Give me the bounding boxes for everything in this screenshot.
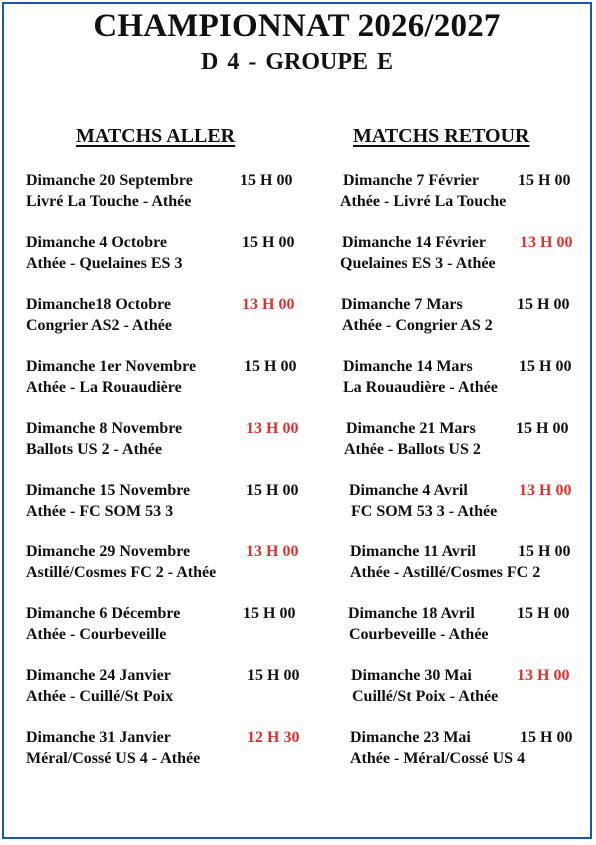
- match-time: 15 H 00: [518, 543, 571, 560]
- match-teams: Astillé/Cosmes FC 2 - Athée: [26, 564, 217, 581]
- schedule-sheet: [2, 2, 592, 839]
- match-date: Dimanche 23 Mai: [350, 729, 471, 746]
- page-title: CHAMPIONNAT 2026/2027: [93, 8, 501, 44]
- match-date: Dimanche 14 Février: [342, 234, 486, 251]
- match-date: Dimanche 30 Mai: [351, 667, 472, 684]
- match-date: Dimanche 7 Février: [343, 172, 479, 189]
- match-time: 13 H 00: [246, 420, 299, 437]
- match-teams: Athée - Quelaines ES 3: [26, 255, 183, 272]
- match-teams: Ballots US 2 - Athée: [26, 441, 162, 458]
- match-teams: Athée - FC SOM 53 3: [26, 503, 174, 520]
- match-date: Dimanche18 Octobre: [26, 296, 172, 313]
- match-time: 15 H 00: [519, 358, 572, 375]
- match-teams: Courbeveille - Athée: [349, 626, 489, 643]
- match-teams: Athée - Livré La Touche: [340, 193, 507, 210]
- matchs-aller-heading: MATCHS ALLER: [76, 125, 236, 147]
- match-date: Dimanche 1er Novembre: [26, 358, 197, 375]
- match-time: 15 H 00: [517, 296, 570, 313]
- match-time: 15 H 00: [247, 667, 300, 684]
- match-teams: Congrier AS2 - Athée: [26, 317, 172, 334]
- match-date: Dimanche 29 Novembre: [26, 543, 191, 560]
- match-teams: Athée - La Rouaudière: [26, 379, 182, 396]
- match-time: 12 H 30: [247, 729, 300, 746]
- match-teams: FC SOM 53 3 - Athée: [351, 503, 498, 520]
- match-time: 15 H 00: [517, 605, 570, 622]
- match-date: Dimanche 20 Septembre: [26, 172, 193, 189]
- match-teams: Quelaines ES 3 - Athée: [340, 255, 496, 272]
- match-date: Dimanche 8 Novembre: [26, 420, 183, 437]
- match-date: Dimanche 15 Novembre: [26, 482, 191, 499]
- match-teams: Athée - Cuillé/St Poix: [26, 688, 174, 705]
- match-teams: Athée - Méral/Cossé US 4: [350, 750, 526, 767]
- match-date: Dimanche 21 Mars: [346, 420, 476, 437]
- division-group-subtitle: D 4 - GROUPE E: [201, 49, 393, 75]
- match-date: Dimanche 31 Janvier: [26, 729, 171, 746]
- match-time: 13 H 00: [517, 667, 570, 684]
- match-teams: Athée - Ballots US 2: [344, 441, 481, 458]
- match-date: Dimanche 4 Octobre: [26, 234, 168, 251]
- matchs-retour-heading: MATCHS RETOUR: [353, 125, 530, 147]
- match-teams: Athée - Courbeveille: [26, 626, 167, 643]
- match-teams: Cuillé/St Poix - Athée: [352, 688, 499, 705]
- match-time: 15 H 00: [516, 420, 569, 437]
- match-teams: Athée - Astillé/Cosmes FC 2: [350, 564, 541, 581]
- match-date: Dimanche 7 Mars: [341, 296, 463, 313]
- match-time: 15 H 00: [240, 172, 293, 189]
- match-time: 15 H 00: [242, 234, 295, 251]
- match-teams: Méral/Cossé US 4 - Athée: [26, 750, 201, 767]
- match-time: 13 H 00: [242, 296, 295, 313]
- match-teams: Livré La Touche - Athée: [26, 193, 192, 210]
- match-teams: La Rouaudière - Athée: [343, 379, 498, 396]
- match-time: 15 H 00: [243, 605, 296, 622]
- match-time: 13 H 00: [520, 234, 573, 251]
- match-time: 13 H 00: [519, 482, 572, 499]
- match-time: 15 H 00: [518, 172, 571, 189]
- match-date: Dimanche 11 Avril: [350, 543, 476, 560]
- match-date: Dimanche 24 Janvier: [26, 667, 171, 684]
- match-date: Dimanche 18 Avril: [348, 605, 475, 622]
- match-time: 15 H 00: [244, 358, 297, 375]
- match-date: Dimanche 14 Mars: [343, 358, 473, 375]
- match-date: Dimanche 6 Décembre: [26, 605, 181, 622]
- match-time: 13 H 00: [246, 543, 299, 560]
- match-teams: Athée - Congrier AS 2: [342, 317, 493, 334]
- match-date: Dimanche 4 Avril: [349, 482, 468, 499]
- match-time: 15 H 00: [246, 482, 299, 499]
- match-time: 15 H 00: [520, 729, 573, 746]
